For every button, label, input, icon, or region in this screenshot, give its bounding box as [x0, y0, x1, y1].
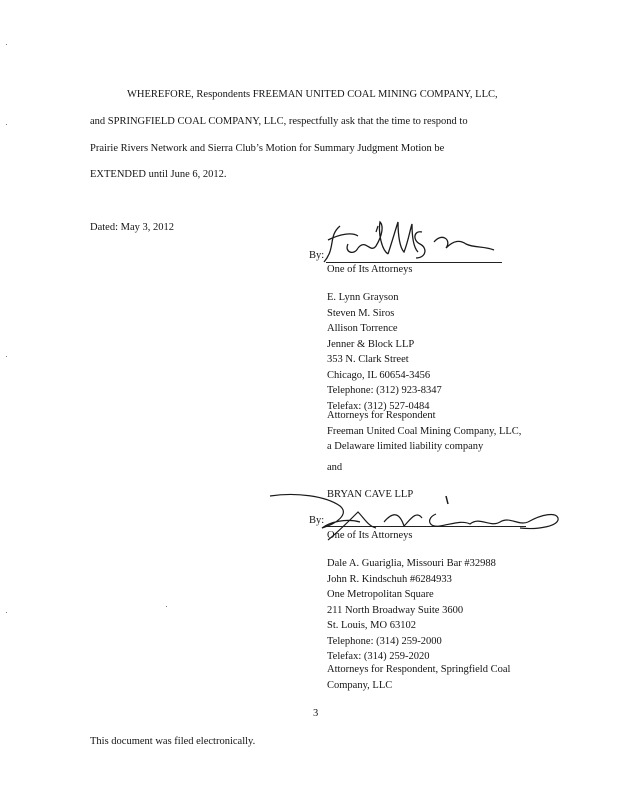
attorney-role-1: One of Its Attorneys: [327, 264, 413, 275]
scan-speck: [6, 356, 7, 357]
scan-speck: [6, 612, 7, 613]
filing-footer: This document was filed electronically.: [90, 736, 256, 747]
client-line: Company, LLC: [327, 679, 393, 691]
dated-line: Dated: May 3, 2012: [90, 222, 174, 233]
street-address: One Metropolitan Square: [327, 589, 434, 600]
client-line: Attorneys for Respondent: [327, 410, 436, 421]
attorney-name: E. Lynn Grayson: [327, 292, 399, 303]
scan-speck: [6, 44, 7, 45]
attorney-name: John R. Kindschuh #6284933: [327, 573, 452, 585]
city-state-zip: St. Louis, MO 63102: [327, 620, 416, 631]
law-firm-name: Jenner & Block LLP: [327, 338, 415, 350]
paragraph-line-3: Prairie Rivers Network and Sierra Club’s Motion for Summary Judgment Motion be: [90, 143, 445, 154]
telefax: Telefax: (314) 259-2020: [327, 651, 430, 662]
attorney-contact-block-1: [327, 290, 442, 414]
city-state-zip: Chicago, IL 60654-3456: [327, 369, 431, 381]
conjunction-and: and: [327, 462, 343, 473]
paragraph-line-2: and SPRINGFIELD COAL COMPANY, LLC, respectfully ask that the time to respond to: [90, 116, 468, 127]
paragraph-line-4: EXTENDED until June 6, 2012.: [90, 169, 227, 180]
telephone: Telephone: (314) 259-2000: [327, 635, 442, 647]
scan-speck: [6, 124, 7, 125]
client-line: a Delaware limited liability company: [327, 441, 484, 452]
by-label-1: By:: [309, 250, 325, 261]
client-description-1: [327, 408, 521, 455]
by-label-2: By:: [309, 515, 325, 526]
attorney-name: Steven M. Siros: [327, 307, 395, 319]
paragraph-line-1: WHEREFORE, Respondents FREEMAN UNITED COAL MINING COMPANY, LLC,: [127, 89, 498, 100]
telefax: Telefax: (312) 527-0484: [327, 400, 430, 412]
client-description-2: [327, 662, 510, 693]
handwritten-signature-2: [266, 488, 566, 552]
street-address: 211 North Broadway Suite 3600: [327, 604, 464, 616]
handwritten-signature-1: [318, 218, 500, 266]
attorney-contact-block-2: [327, 556, 496, 665]
attorney-name: Dale A. Guariglia, Missouri Bar #32988: [327, 558, 496, 569]
client-line: Attorneys for Respondent, Springfield Coal: [327, 664, 511, 675]
client-line: Freeman United Coal Mining Company, LLC,: [327, 425, 522, 437]
attorney-name: Allison Torrence: [327, 323, 398, 334]
scan-speck: [166, 606, 167, 607]
attorney-role-2: One of Its Attorneys: [327, 530, 413, 541]
street-address: 353 N. Clark Street: [327, 354, 409, 365]
telephone: Telephone: (312) 923-8347: [327, 385, 442, 396]
page-number: 3: [313, 708, 319, 719]
law-firm-heading: BRYAN CAVE LLP: [327, 489, 414, 500]
